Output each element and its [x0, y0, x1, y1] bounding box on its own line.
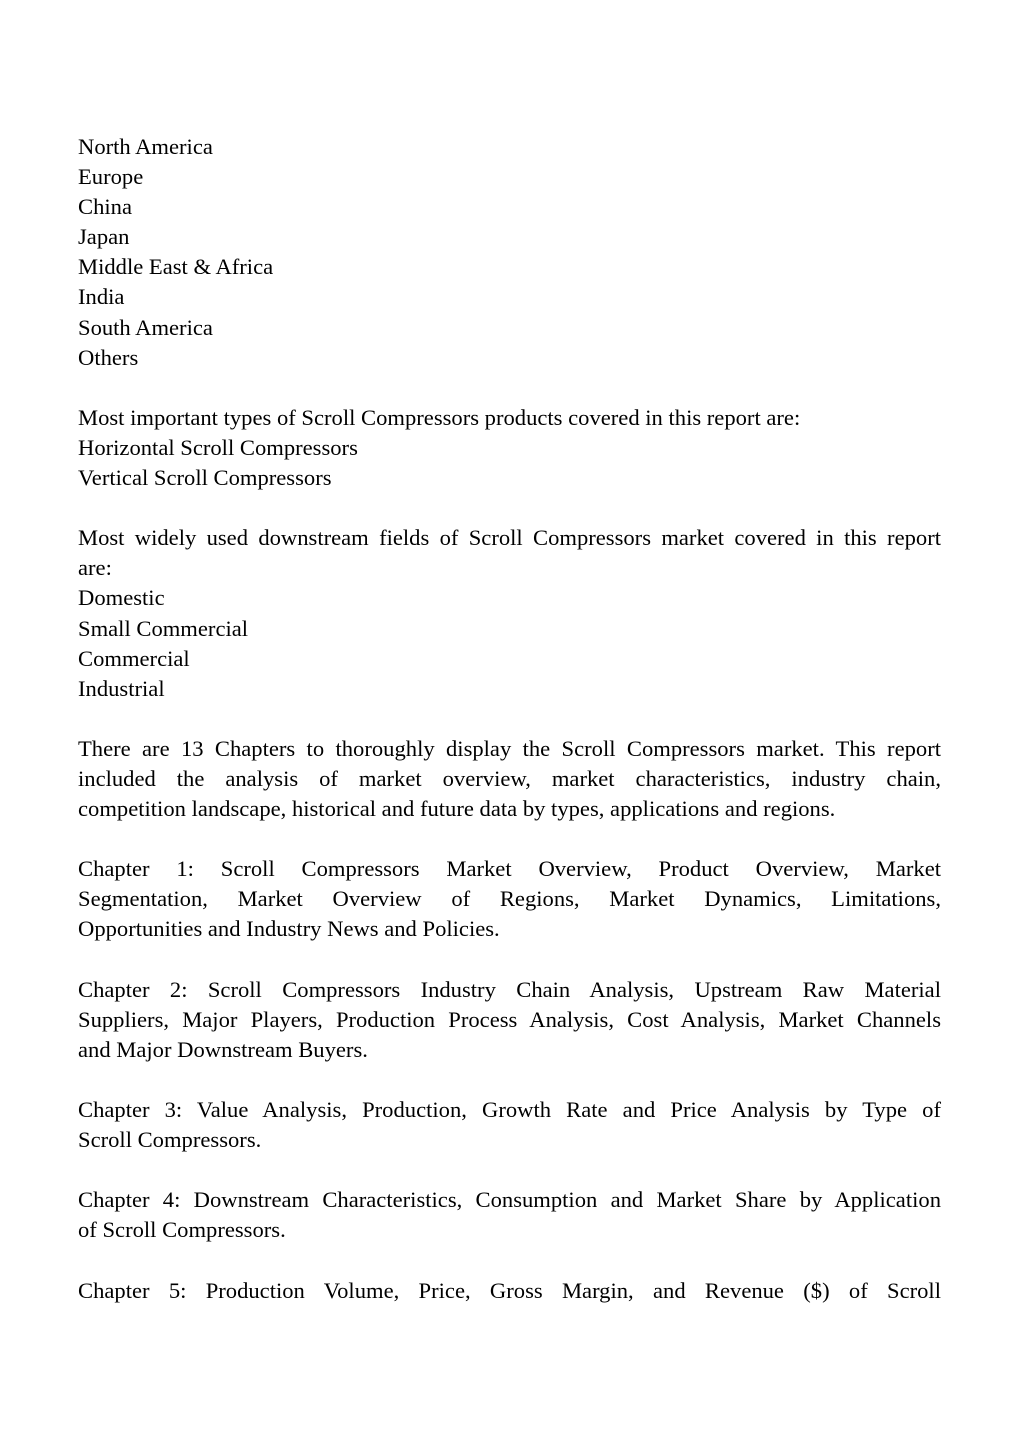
applications-intro-line: are: — [78, 555, 112, 581]
types-intro: Most important types of Scroll Compressors products covered in this report are: — [78, 404, 801, 430]
chapter-paragraph — [78, 1185, 941, 1245]
paragraph-line: Scroll Compressors. — [78, 1127, 262, 1153]
paragraph-line: Chapter 3: Value Analysis, Production, Growth Rate and Price Analysis by Type of — [78, 1097, 941, 1122]
list-item: North America — [78, 134, 213, 159]
paragraph-line: There are 13 Chapters to thoroughly display the Scroll Compressors market. This report — [78, 735, 941, 761]
list-item: Middle East & Africa — [78, 254, 274, 280]
regions-list — [78, 132, 941, 373]
list-item: Horizontal Scroll Compressors — [78, 434, 358, 460]
chapter-paragraph — [78, 975, 941, 1065]
paragraph-line: competition landscape, historical and future data by types, applications and regions. — [78, 796, 836, 822]
list-item: Industrial — [78, 675, 165, 701]
types-section — [78, 403, 941, 493]
list-item: Japan — [78, 224, 130, 250]
list-item: Domestic — [78, 585, 165, 611]
paragraph-line: of Scroll Compressors. — [78, 1217, 286, 1243]
paragraph-line: Chapter 2: Scroll Compressors Industry Chain Analysis, Upstream Raw Material — [78, 976, 941, 1002]
summary-paragraph — [78, 734, 941, 824]
paragraph-line: and Major Downstream Buyers. — [78, 1036, 368, 1062]
paragraph-line: Chapter 1: Scroll Compressors Market Overview, Product Overview, Market — [78, 856, 941, 882]
list-item: Others — [78, 344, 139, 370]
list-item: Small Commercial — [78, 615, 249, 641]
applications-intro-line: Most widely used downstream fields of Scroll Compressors market covered in this report — [78, 525, 941, 551]
chapter-paragraph — [78, 854, 941, 944]
chapter-paragraph — [78, 1276, 941, 1306]
paragraph-line: Suppliers, Major Players, Production Process Analysis, Cost Analysis, Market Channels — [78, 1006, 941, 1032]
paragraph-line: Chapter 5: Production Volume, Price, Gross Margin, and Revenue ($) of Scroll — [78, 1277, 941, 1303]
list-item: Vertical Scroll Compressors — [78, 465, 332, 491]
list-item: China — [78, 194, 132, 220]
paragraph-line: included the analysis of market overview, market characteristics, industry chain, — [78, 765, 941, 791]
document-page — [78, 132, 941, 1336]
list-item: India — [78, 284, 125, 310]
paragraph-line: Chapter 4: Downstream Characteristics, Consumption and Market Share by Application — [78, 1187, 941, 1213]
list-item: Commercial — [78, 645, 190, 671]
list-item: Europe — [78, 164, 144, 190]
list-item: South America — [78, 314, 213, 340]
paragraph-line: Segmentation, Market Overview of Regions, Market Dynamics, Limitations, — [78, 886, 941, 912]
paragraph-line: Opportunities and Industry News and Policies. — [78, 916, 500, 942]
applications-section — [78, 523, 941, 704]
chapter-paragraph — [78, 1095, 941, 1155]
